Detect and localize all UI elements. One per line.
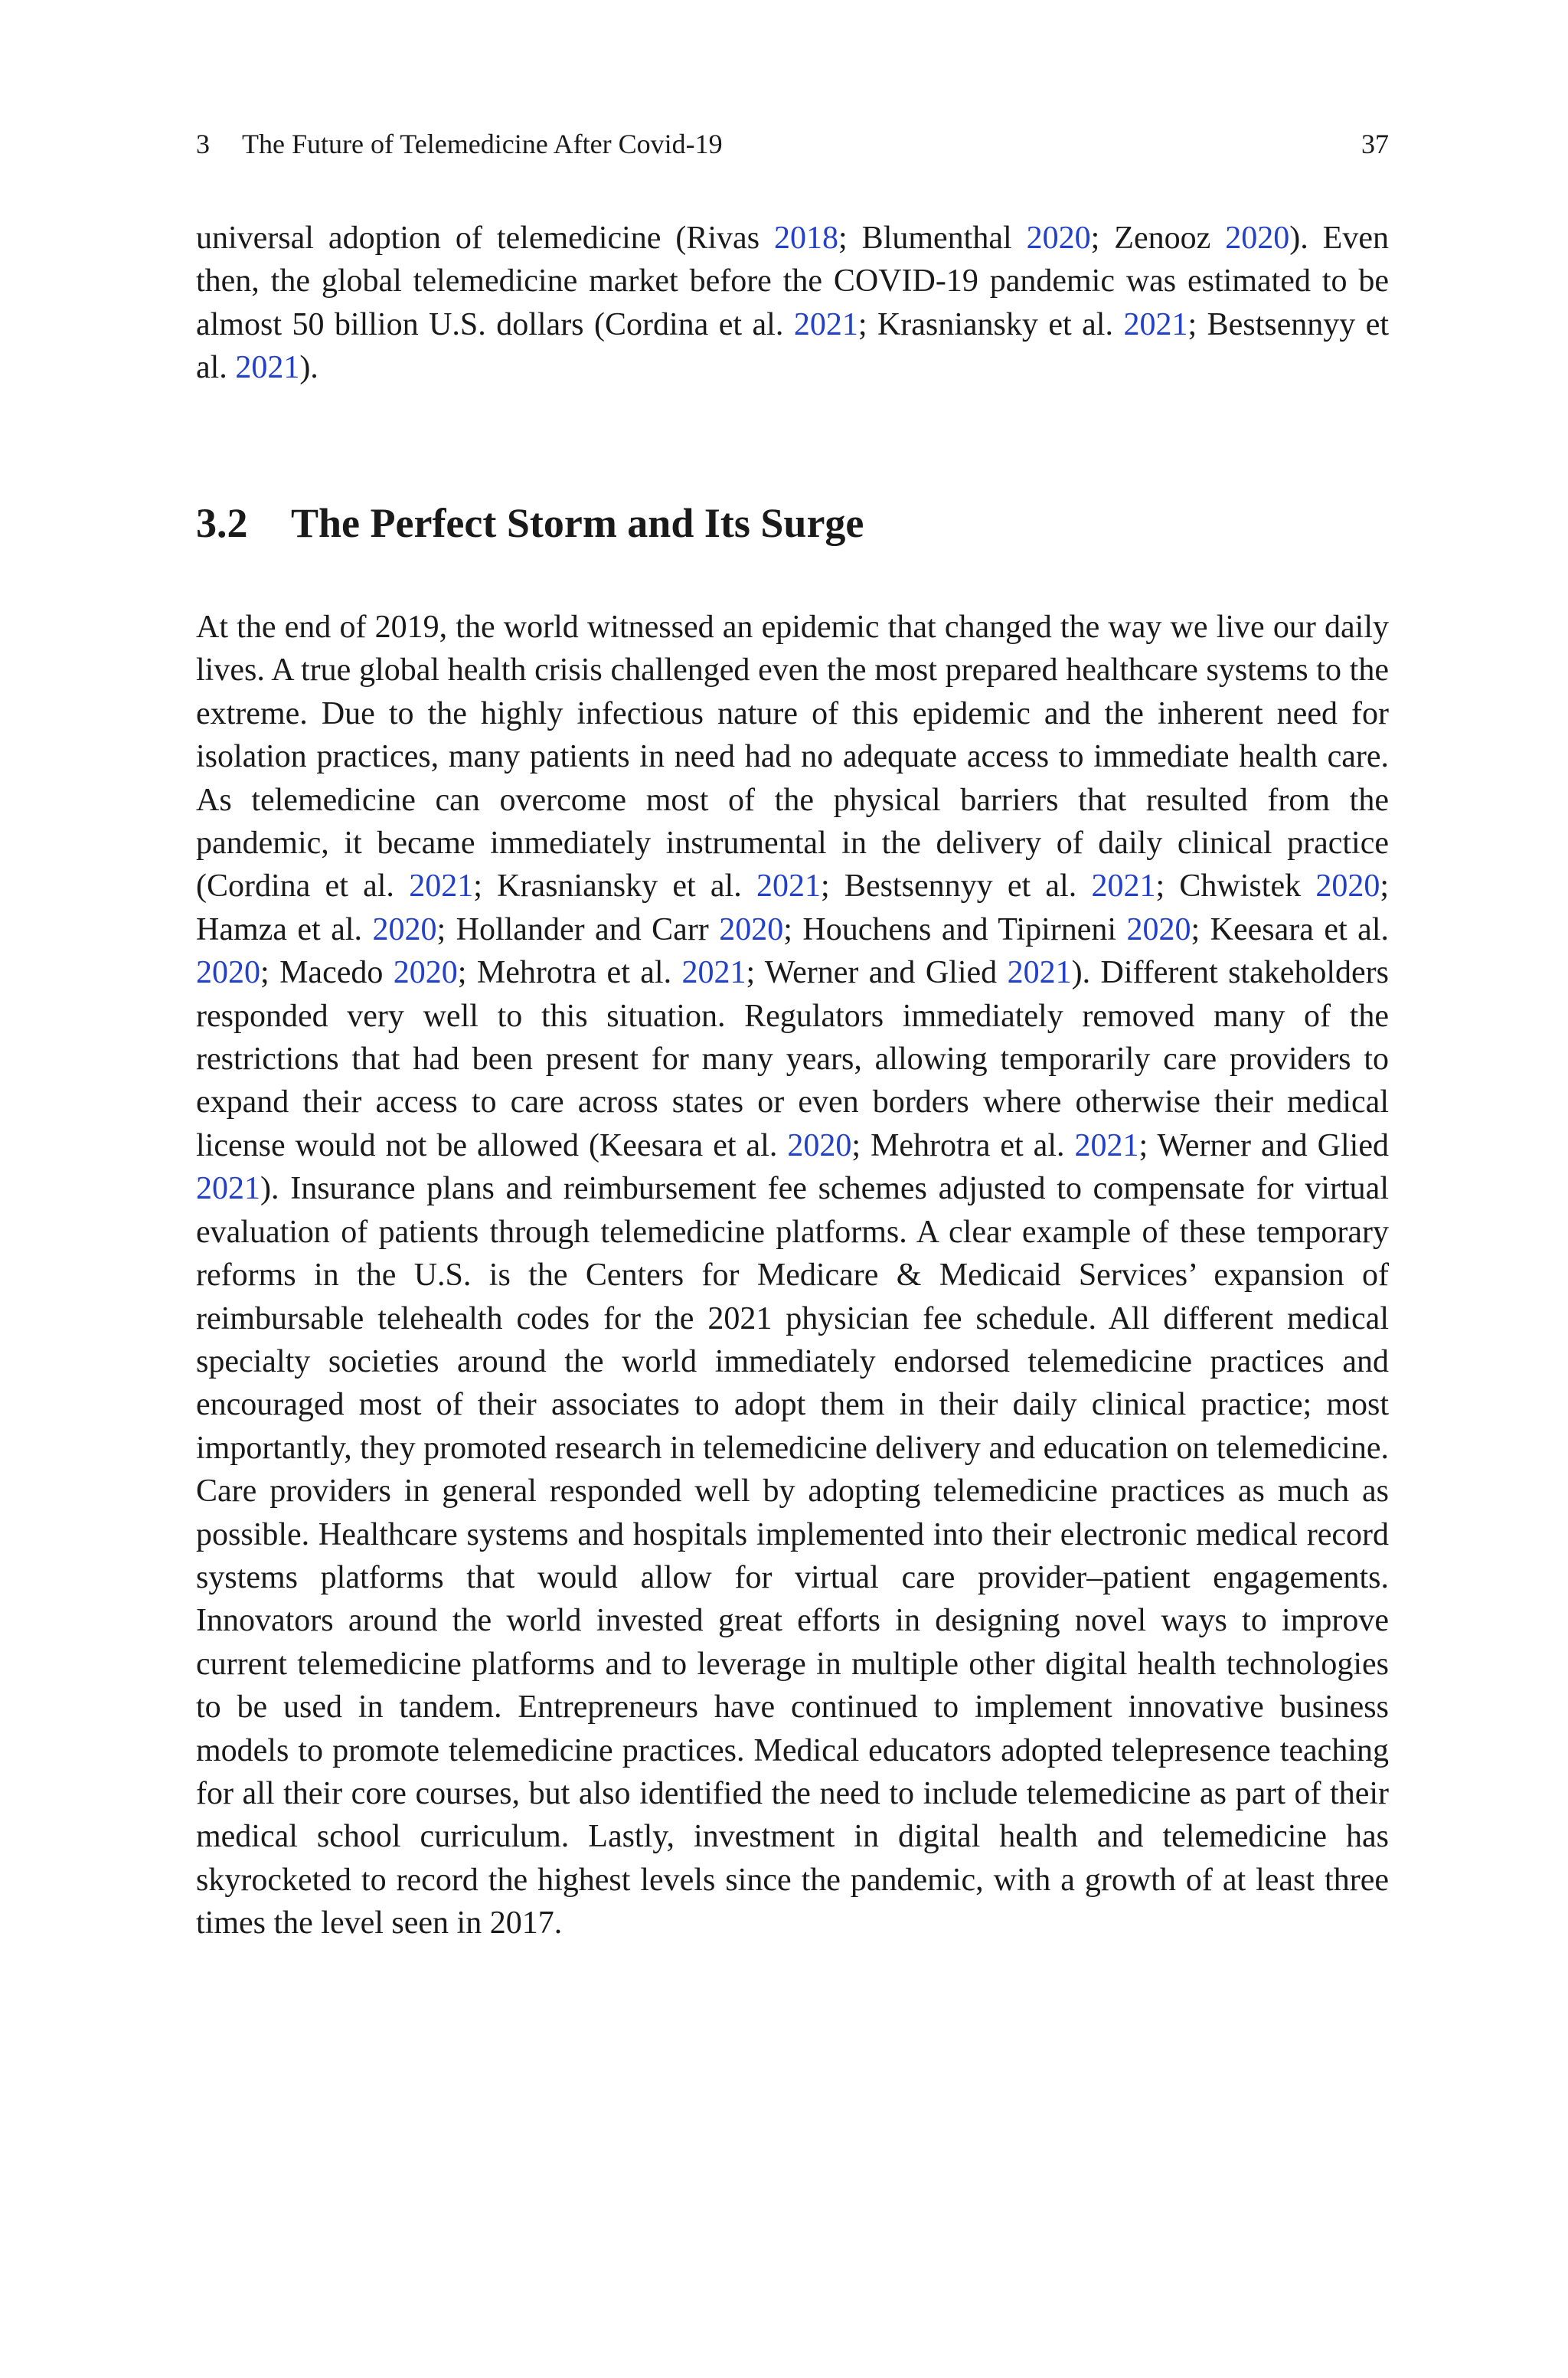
- body-text: ; Zenooz: [1090, 221, 1226, 256]
- citation-link[interactable]: 2020: [393, 955, 458, 991]
- citation-link[interactable]: 2021: [1007, 955, 1072, 991]
- citation-link[interactable]: 2020: [1126, 911, 1191, 947]
- body-text: ; Bestsennyy et al.: [821, 868, 1092, 904]
- body-text: ; Werner and Glied: [1138, 1127, 1389, 1163]
- body-text: ; Keesara et al.: [1191, 911, 1389, 947]
- citation-link[interactable]: 2020: [719, 911, 784, 947]
- citation-link[interactable]: 2021: [1091, 868, 1156, 904]
- body-text: ; Houchens and Tipirneni: [783, 911, 1127, 947]
- body-text: ). Even then, the global telemedicine market before the COVID-19 pandemic was estimated to be almost 50 billion U.S. dollars (Cordina et al.: [196, 221, 1389, 342]
- body-text: ; Hamza et al.: [196, 868, 1390, 947]
- body-text: ; Krasniansky et al.: [473, 868, 756, 904]
- citation-link[interactable]: 2020: [1315, 868, 1380, 904]
- running-head: [196, 127, 1389, 161]
- citation-link[interactable]: 2021: [1123, 306, 1188, 342]
- citation-link[interactable]: 2020: [787, 1127, 852, 1163]
- citation-link[interactable]: 2021: [793, 306, 858, 342]
- paragraph-body: [196, 606, 1389, 1945]
- citation-link[interactable]: 2021: [756, 868, 821, 904]
- citation-link[interactable]: 2021: [1074, 1127, 1139, 1163]
- citation-link[interactable]: 2021: [196, 1171, 260, 1207]
- page-number: 37: [1361, 129, 1389, 159]
- citation-link[interactable]: 2020: [372, 911, 437, 947]
- body-text: ). Insurance plans and reimbursement fee schemes adjusted to compensate for virtual evaluation of patients through telemedicine platforms. A clear example of these temporary reforms in the U.S. is the Centers for Medicare & Medicaid Services’ expansion of reimbursable telehealth codes for the 2021 physician fee schedule. All different medical specialty societies around the world immediately endorsed telemedicine practices and encouraged most of their associates to adopt them in their daily clinical practice; most importantly, they promoted research in telemedicine delivery and education on telemedicine. Care providers in general responded well by adopting telemedicine practices as much as possible. Healthcare systems and hospitals implemented into their electronic medical record systems platforms that would allow for virtual care provider–patient engagements. Innovators around the world invested great efforts in designing novel ways to improve current telemedicine platforms and to leverage in multiple other digital health technologies to be used in tandem. Entrepreneurs have continued to implement innovative business models to promote telemedicine practices. Medical educators adopted telepresence teaching for all their core courses, but also identified the need to include telemedicine as part of their medical school curriculum. Lastly, investment in digital health and telemedicine has skyrocketed to record the highest levels since the pandemic, with a growth of at least three times the level seen in 2017.: [196, 1171, 1389, 1941]
- paragraph-intro: [196, 217, 1389, 390]
- citation-link[interactable]: 2018: [774, 221, 839, 256]
- body-text: ; Macedo: [260, 955, 394, 991]
- body-text: ; Mehrotra et al.: [457, 955, 682, 991]
- body-text: ; Werner and Glied: [746, 955, 1008, 991]
- body-text: At the end of 2019, the world witnessed an epidemic that changed the way we live our daily lives. A true global health crisis challenged even the most prepared healthcare systems to the extreme. Due to the highly infectious nature of this epidemic and the inherent need for isolation practices, many patients in need had no adequate access to immediate health care. As telemedicine can overcome most of the physical barriers that resulted from the pandemic, it became immediately instrumental in the delivery of daily clinical practice (Cordina et al.: [196, 610, 1389, 904]
- body-text: ). Different stakeholders responded very well to this situation. Regulators immediately removed many of the restrictions that had been present for many years, allowing temporarily care providers to expand their access to care across states or even borders where otherwise their medical license would not be allowed (Keesara et al.: [196, 955, 1390, 1163]
- section-heading: [196, 498, 1389, 548]
- body-text: ).: [299, 350, 318, 386]
- citation-link[interactable]: 2021: [409, 868, 474, 904]
- body-text: ; Mehrotra et al.: [851, 1127, 1075, 1163]
- citation-link[interactable]: 2020: [1225, 221, 1290, 256]
- chapter-number: 3: [196, 129, 210, 159]
- body-text: ; Hollander and Carr: [436, 911, 720, 947]
- body-text: ; Blumenthal: [838, 221, 1027, 256]
- body-text: ; Krasniansky et al.: [858, 306, 1124, 342]
- citation-link[interactable]: 2020: [196, 955, 260, 991]
- citation-link[interactable]: 2021: [681, 955, 746, 991]
- citation-link[interactable]: 2020: [1026, 221, 1091, 256]
- section-title: The Perfect Storm and Its Surge: [291, 500, 864, 546]
- section-number: 3.2: [196, 500, 248, 546]
- body-text: ; Bestsennyy et al.: [196, 306, 1390, 386]
- body-text: universal adoption of telemedicine (Rivas: [196, 221, 775, 256]
- citation-link[interactable]: 2021: [235, 350, 300, 386]
- body-text: ; Chwistek: [1155, 868, 1316, 904]
- chapter-title: The Future of Telemedicine After Covid-19: [242, 129, 723, 159]
